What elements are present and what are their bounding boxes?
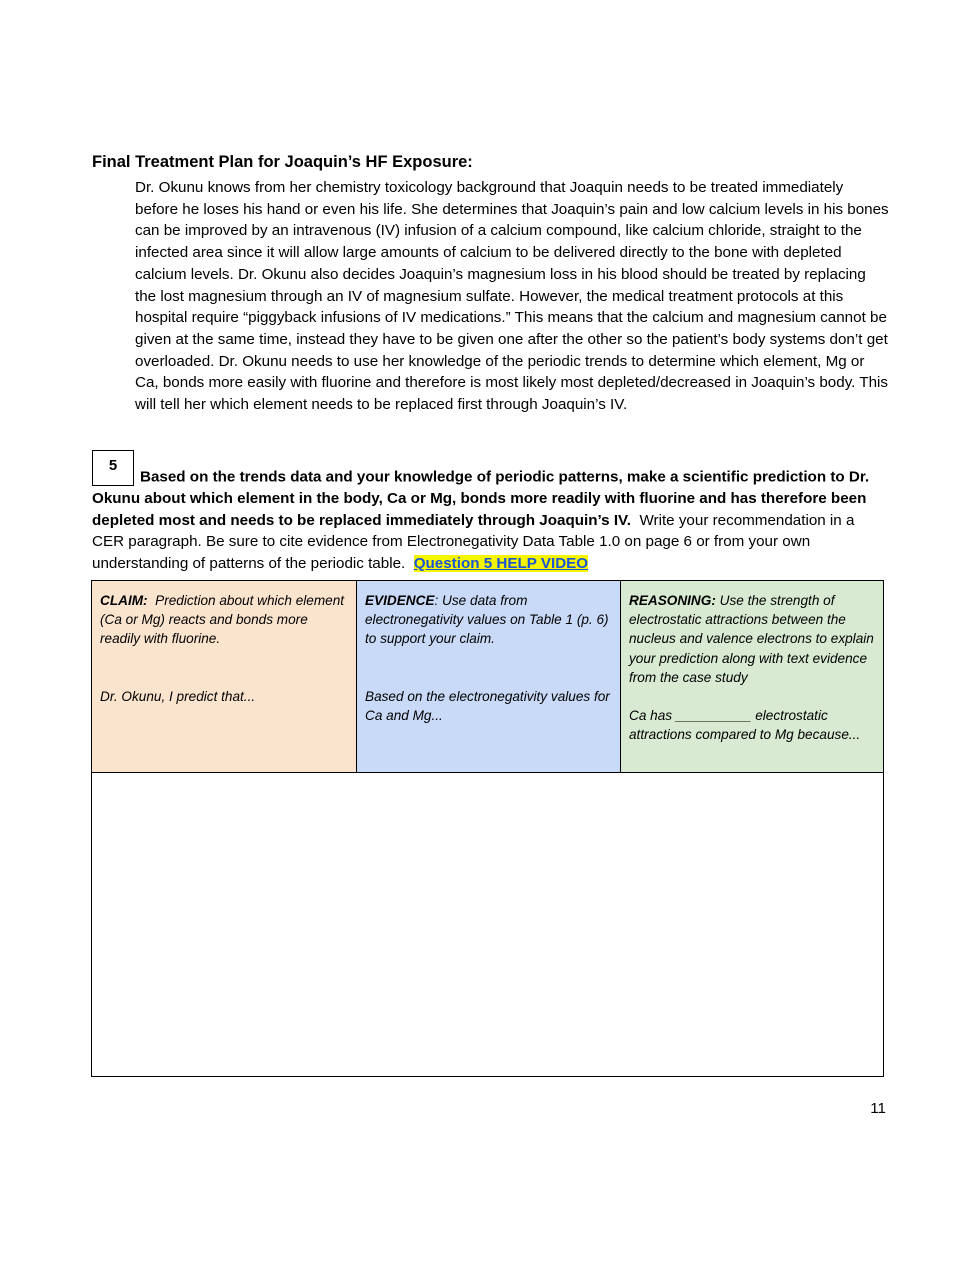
evidence-sentence-starter: Based on the electronegativity values for Ca and Mg... [365, 688, 610, 723]
reasoning-label: REASONING: [629, 593, 716, 608]
claim-cell [92, 581, 356, 772]
reasoning-cell [620, 581, 883, 772]
question-number-badge: 5 [92, 450, 134, 486]
page-title: Final Treatment Plan for Joaquin’s HF Exposure: [92, 153, 473, 171]
intro-paragraph: Dr. Okunu knows from her chemistry toxicology background that Joaquin needs to be treated immediately before he loses his hand or even his life. She determines that Joaquin’s pain and low calcium levels in his bones can be improved by an intravenous (IV) infusion of a calcium compound, like calcium chloride, straight to the infected area since it will allow large amounts of calcium to be delivered directly to the bone with depleted calcium levels. Dr. Okunu also decides Joaquin’s magnesium loss in his blood should be treated by replacing the lost magnesium through an IV of magnesium sulfate. However, the medical treatment protocols at this hospital require “piggyback infusions of IV medications.” This means that the calcium and magnesium cannot be given at the same time, instead they have to be given one after the other so the patient’s body systems don’t get overloaded. Dr. Okunu needs to use her knowledge of the periodic trends to determine which element, Mg or Ca, bonds more easily with fluorine and therefore is most likely most depleted/decreased in Joaquin’s body. This will tell her which element needs to be replaced first through Joaquin’s IV. [135, 179, 889, 414]
cer-answer-area[interactable] [92, 773, 883, 1076]
claim-description: Prediction about which element (Ca or Mg) reacts and bonds more readily with fluorine. [100, 593, 345, 647]
evidence-label: EVIDENCE [365, 593, 435, 608]
cer-header-row [92, 581, 883, 773]
question-block [92, 452, 887, 575]
claim-sentence-starter: Dr. Okunu, I predict that... [100, 688, 256, 704]
question-prompt-bold: Based on the trends data and your knowledge of periodic patterns, make a scientific prediction to Dr. Okunu about which element in the body, Ca or Mg, bonds more readily with fluorine and has therefore been depleted most and needs to be replaced immediately through Joaquin’s IV. [92, 468, 870, 529]
cer-table [91, 580, 884, 1077]
reasoning-description: Use the strength of electrostatic attractions between the nucleus and valence electrons to explain your prediction along with text evidence from the case study [629, 593, 874, 685]
claim-label: CLAIM: [100, 593, 148, 608]
evidence-description: : Use data from electronegativity values on Table 1 (p. 6) to support your claim. [365, 593, 609, 647]
reasoning-sentence-starter: Ca has __________ electrostatic attractions compared to Mg because... [629, 708, 861, 743]
evidence-cell [356, 581, 620, 772]
page-number: 11 [870, 1100, 886, 1117]
help-video-link[interactable]: Question 5 HELP VIDEO [413, 555, 589, 573]
question-prompt-instructions: Write your recommendation in a CER paragraph. Be sure to cite evidence from Electronegativity Data Table 1.0 on page 6 or from your own understanding of patterns of the periodic table. [92, 511, 855, 573]
